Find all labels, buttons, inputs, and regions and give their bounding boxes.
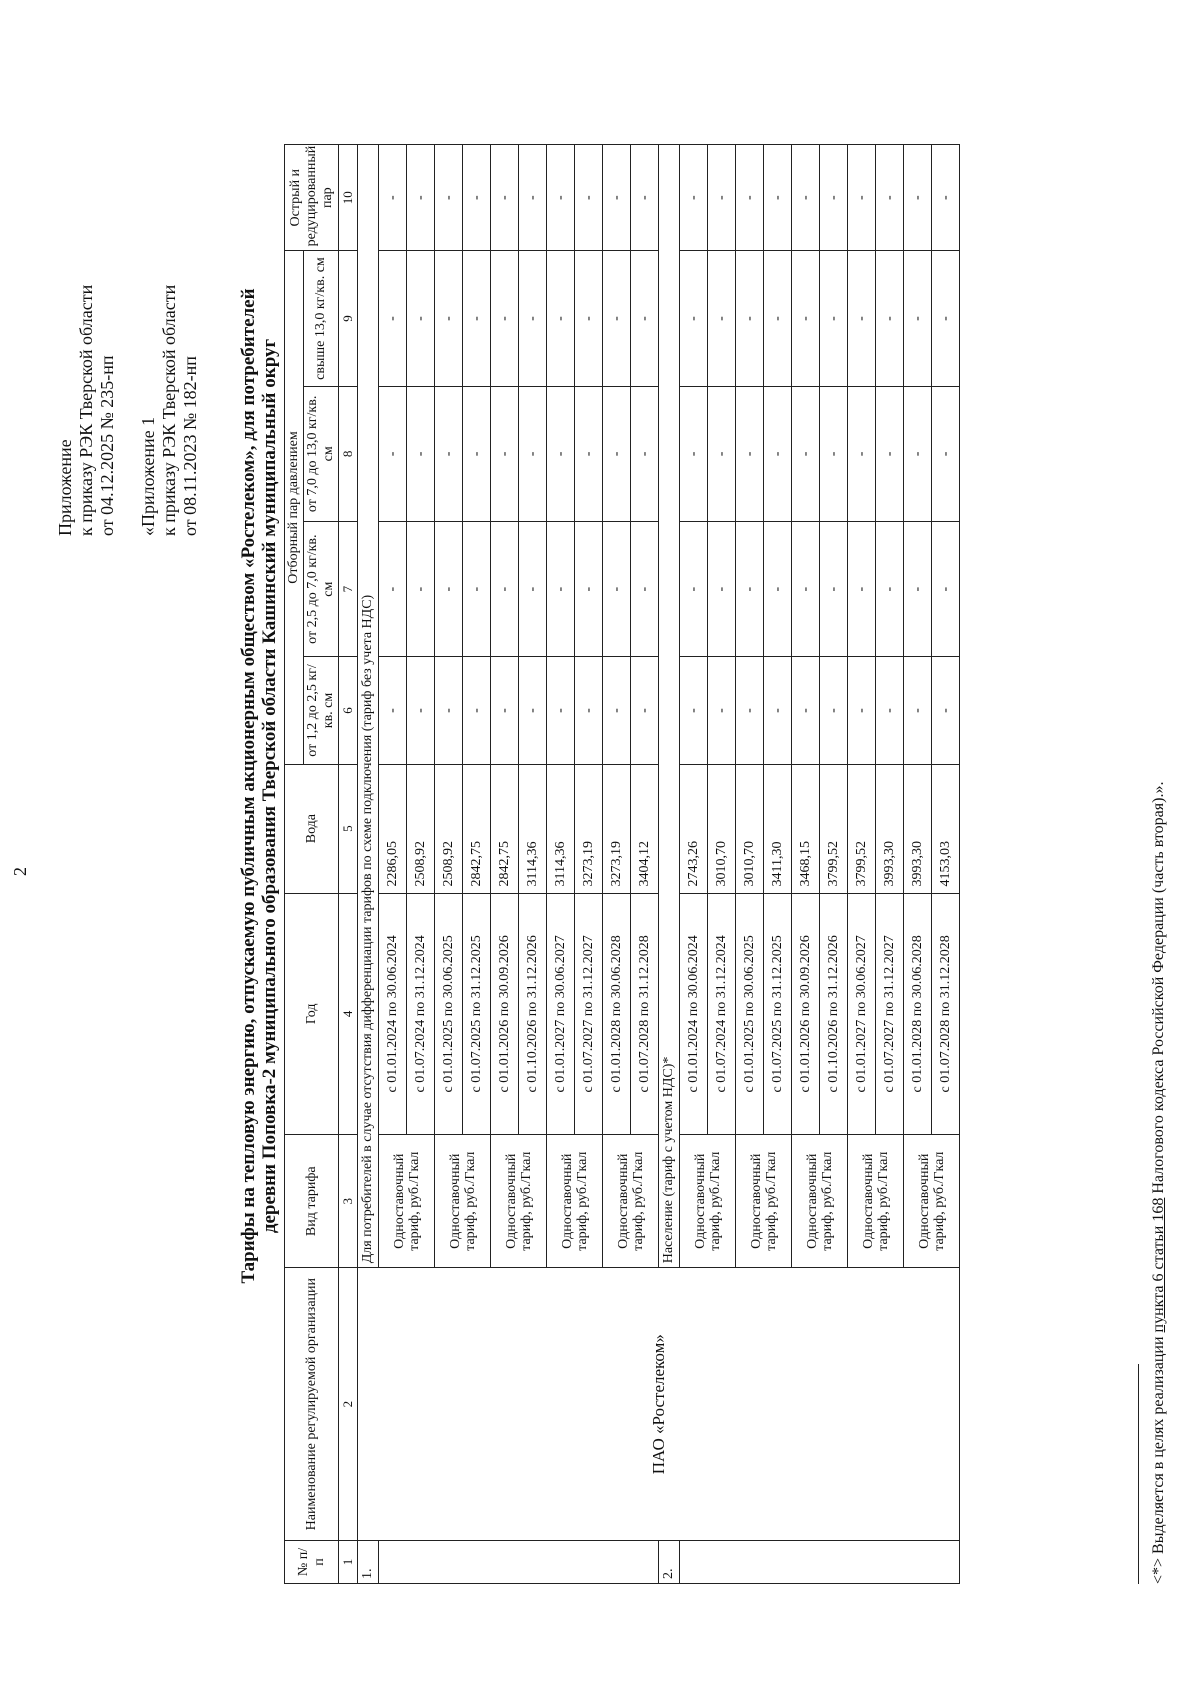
water-tariff: 3799,52 bbox=[820, 764, 848, 893]
water-tariff: 2842,75 bbox=[491, 764, 519, 893]
tariff-kind: Одноставочный тариф, руб./Гкал bbox=[904, 1135, 960, 1268]
empty-tariff: - bbox=[680, 251, 708, 386]
column-number: 10 bbox=[339, 145, 358, 251]
period: с 01.01.2024 по 30.06.2024 bbox=[379, 893, 407, 1135]
empty-tariff: - bbox=[631, 657, 659, 764]
empty-tariff: - bbox=[463, 386, 491, 521]
water-tariff: 2508,92 bbox=[407, 764, 435, 893]
table-body bbox=[339, 145, 960, 1584]
empty-tariff: - bbox=[820, 145, 848, 251]
period: с 01.01.2026 по 30.09.2026 bbox=[792, 893, 820, 1135]
empty-tariff: - bbox=[519, 145, 547, 251]
empty-tariff: - bbox=[407, 251, 435, 386]
empty-tariff: - bbox=[379, 251, 407, 386]
period: с 01.01.2027 по 30.06.2027 bbox=[547, 893, 575, 1135]
footnote bbox=[1150, 484, 1168, 1584]
empty-tariff: - bbox=[519, 251, 547, 386]
empty-tariff: - bbox=[792, 657, 820, 764]
empty-tariff: - bbox=[575, 522, 603, 657]
period: с 01.01.2028 по 30.06.2028 bbox=[603, 893, 631, 1135]
empty-tariff: - bbox=[379, 657, 407, 764]
empty-tariff: - bbox=[708, 522, 736, 657]
period: с 01.07.2025 по 31.12.2025 bbox=[463, 893, 491, 1135]
water-tariff: 3114,36 bbox=[547, 764, 575, 893]
tariff-kind: Одноставочный тариф, руб./Гкал bbox=[736, 1135, 792, 1268]
empty-tariff: - bbox=[932, 145, 960, 251]
empty-tariff: - bbox=[848, 145, 876, 251]
appendix-line: от 08.11.2023 № 182-нп bbox=[180, 356, 200, 536]
empty-tariff: - bbox=[764, 657, 792, 764]
period: с 01.01.2025 по 30.06.2025 bbox=[435, 893, 463, 1135]
empty-tariff: - bbox=[792, 386, 820, 521]
empty-tariff: - bbox=[463, 657, 491, 764]
empty-tariff: - bbox=[708, 386, 736, 521]
empty-tariff: - bbox=[603, 145, 631, 251]
empty-tariff: - bbox=[463, 145, 491, 251]
water-tariff: 2508,92 bbox=[435, 764, 463, 893]
tariff-table bbox=[284, 144, 960, 1584]
period: с 01.01.2025 по 30.06.2025 bbox=[736, 893, 764, 1135]
empty-tariff: - bbox=[407, 522, 435, 657]
empty-tariff: - bbox=[491, 251, 519, 386]
empty-tariff: - bbox=[764, 145, 792, 251]
period: с 01.01.2028 по 30.06.2028 bbox=[904, 893, 932, 1135]
empty-tariff: - bbox=[603, 386, 631, 521]
period: с 01.01.2027 по 30.06.2027 bbox=[848, 893, 876, 1135]
water-tariff: 3404,12 bbox=[631, 764, 659, 893]
tariff-kind: Одноставочный тариф, руб./Гкал bbox=[792, 1135, 848, 1268]
empty-tariff: - bbox=[904, 145, 932, 251]
empty-tariff: - bbox=[736, 145, 764, 251]
empty-tariff: - bbox=[876, 522, 904, 657]
header-org: Наименование регулируемой организации bbox=[285, 1268, 339, 1541]
empty-tariff: - bbox=[932, 657, 960, 764]
empty-tariff: - bbox=[379, 145, 407, 251]
empty-tariff: - bbox=[820, 657, 848, 764]
empty-tariff: - bbox=[407, 657, 435, 764]
empty-tariff: - bbox=[932, 251, 960, 386]
water-tariff: 3411,30 bbox=[764, 764, 792, 893]
header-pressure-3: от 7,0 до 13,0 кг/кв. см bbox=[304, 386, 339, 521]
empty-tariff: - bbox=[631, 145, 659, 251]
empty-tariff: - bbox=[876, 657, 904, 764]
empty-tariff: - bbox=[932, 386, 960, 521]
water-tariff: 3468,15 bbox=[792, 764, 820, 893]
empty-tariff: - bbox=[575, 251, 603, 386]
empty-tariff: - bbox=[603, 657, 631, 764]
empty-tariff: - bbox=[820, 251, 848, 386]
period: с 01.07.2027 по 31.12.2027 bbox=[575, 893, 603, 1135]
empty-tariff: - bbox=[491, 522, 519, 657]
empty-tariff: - bbox=[680, 657, 708, 764]
empty-tariff: - bbox=[876, 251, 904, 386]
empty-tariff: - bbox=[407, 145, 435, 251]
appendix-line: «Приложение 1 bbox=[138, 416, 158, 536]
empty-tariff: - bbox=[904, 251, 932, 386]
water-tariff: 2286,05 bbox=[379, 764, 407, 893]
column-number: 8 bbox=[339, 386, 358, 521]
water-tariff: 3010,70 bbox=[708, 764, 736, 893]
organization-name: ПАО «Ростелеком» bbox=[358, 1268, 960, 1541]
header-live-steam: Острый и редуцированный пар bbox=[285, 145, 339, 251]
empty-tariff: - bbox=[736, 522, 764, 657]
period: с 01.07.2025 по 31.12.2025 bbox=[764, 893, 792, 1135]
empty-tariff: - bbox=[519, 657, 547, 764]
empty-tariff: - bbox=[603, 522, 631, 657]
empty-tariff: - bbox=[491, 145, 519, 251]
column-number: 7 bbox=[339, 522, 358, 657]
section-title: Население (тариф с учетом НДС)* bbox=[659, 145, 680, 1268]
empty-tariff: - bbox=[792, 251, 820, 386]
empty-tariff: - bbox=[932, 522, 960, 657]
empty-tariff: - bbox=[435, 145, 463, 251]
tariff-kind: Одноставочный тариф, руб./Гкал bbox=[491, 1135, 547, 1268]
empty-tariff: - bbox=[575, 386, 603, 521]
column-number: 2 bbox=[339, 1268, 358, 1541]
empty-tariff: - bbox=[435, 251, 463, 386]
empty-tariff: - bbox=[736, 386, 764, 521]
water-tariff: 3273,19 bbox=[603, 764, 631, 893]
empty-tariff: - bbox=[547, 657, 575, 764]
column-number-row bbox=[339, 145, 358, 1584]
empty-tariff: - bbox=[491, 657, 519, 764]
empty-tariff: - bbox=[876, 386, 904, 521]
tariff-kind: Одноставочный тариф, руб./Гкал bbox=[848, 1135, 904, 1268]
header-steam-group: Отборный пар давлением bbox=[285, 251, 304, 764]
tariff-kind: Одноставочный тариф, руб./Гкал bbox=[435, 1135, 491, 1268]
water-tariff: 2743,26 bbox=[680, 764, 708, 893]
water-tariff: 3799,52 bbox=[848, 764, 876, 893]
empty-tariff: - bbox=[603, 251, 631, 386]
water-tariff: 4153,03 bbox=[932, 764, 960, 893]
empty-tariff: - bbox=[876, 145, 904, 251]
appendix-header bbox=[55, 36, 201, 536]
empty-tariff: - bbox=[575, 657, 603, 764]
period: с 01.07.2024 по 31.12.2024 bbox=[708, 893, 736, 1135]
empty-tariff: - bbox=[463, 522, 491, 657]
row-number-cell bbox=[379, 1541, 659, 1584]
empty-tariff: - bbox=[904, 657, 932, 764]
page-number: 2 bbox=[10, 867, 30, 876]
header-year: Год bbox=[285, 893, 339, 1135]
footnote-text: Налогового кодекса Российской Федерации (часть вторая).». bbox=[1150, 781, 1167, 1198]
empty-tariff: - bbox=[680, 386, 708, 521]
empty-tariff: - bbox=[435, 386, 463, 521]
period: с 01.01.2026 по 30.09.2026 bbox=[491, 893, 519, 1135]
period: с 01.07.2028 по 31.12.2028 bbox=[631, 893, 659, 1135]
period: с 01.07.2028 по 31.12.2028 bbox=[932, 893, 960, 1135]
empty-tariff: - bbox=[435, 657, 463, 764]
header-water: Вода bbox=[285, 764, 339, 893]
empty-tariff: - bbox=[736, 657, 764, 764]
empty-tariff: - bbox=[848, 657, 876, 764]
empty-tariff: - bbox=[379, 522, 407, 657]
column-number: 4 bbox=[339, 893, 358, 1135]
column-number: 6 bbox=[339, 657, 358, 764]
empty-tariff: - bbox=[463, 251, 491, 386]
column-number: 9 bbox=[339, 251, 358, 386]
empty-tariff: - bbox=[547, 251, 575, 386]
empty-tariff: - bbox=[680, 522, 708, 657]
header-kind: Вид тарифа bbox=[285, 1135, 339, 1268]
period: с 01.07.2024 по 31.12.2024 bbox=[407, 893, 435, 1135]
empty-tariff: - bbox=[820, 386, 848, 521]
empty-tariff: - bbox=[379, 386, 407, 521]
empty-tariff: - bbox=[631, 522, 659, 657]
empty-tariff: - bbox=[764, 522, 792, 657]
empty-tariff: - bbox=[407, 386, 435, 521]
column-number: 5 bbox=[339, 764, 358, 893]
table-title bbox=[238, 166, 280, 1406]
empty-tariff: - bbox=[764, 251, 792, 386]
row-number-cell bbox=[680, 1541, 960, 1584]
water-tariff: 3010,70 bbox=[736, 764, 764, 893]
empty-tariff: - bbox=[848, 251, 876, 386]
empty-tariff: - bbox=[547, 145, 575, 251]
section-title: Для потребителей в случае отсутствия дифференциации тарифов по схеме подключения (тариф без учета НДС) bbox=[358, 145, 379, 1268]
water-tariff: 3273,19 bbox=[575, 764, 603, 893]
empty-tariff: - bbox=[435, 522, 463, 657]
section-row bbox=[358, 145, 379, 1584]
tariff-kind: Одноставочный тариф, руб./Гкал bbox=[603, 1135, 659, 1268]
empty-tariff: - bbox=[820, 522, 848, 657]
appendix-line: Приложение bbox=[55, 439, 75, 536]
empty-tariff: - bbox=[547, 386, 575, 521]
tariff-kind: Одноставочный тариф, руб./Гкал bbox=[680, 1135, 736, 1268]
table-title-line: деревни Поповка-2 муниципального образования Тверской области Кашинский муниципальный округ bbox=[259, 338, 280, 1234]
tariff-kind: Одноставочный тариф, руб./Гкал bbox=[379, 1135, 435, 1268]
empty-tariff: - bbox=[547, 522, 575, 657]
column-number: 3 bbox=[339, 1135, 358, 1268]
header-num: № п/п bbox=[285, 1541, 339, 1584]
empty-tariff: - bbox=[680, 145, 708, 251]
water-tariff: 2842,75 bbox=[463, 764, 491, 893]
section-number: 1. bbox=[358, 1541, 379, 1584]
empty-tariff: - bbox=[491, 386, 519, 521]
empty-tariff: - bbox=[904, 522, 932, 657]
period: с 01.07.2027 по 31.12.2027 bbox=[876, 893, 904, 1135]
appendix-line: от 04.12.2025 № 235-нп bbox=[97, 355, 117, 536]
table-title-line: Тарифы на тепловую энергию, отпускаемую публичным акционерным обществом «Ростелеком», для потребителей bbox=[238, 288, 259, 1284]
empty-tariff: - bbox=[904, 386, 932, 521]
header-pressure-1: от 1,2 до 2,5 кг/кв. см bbox=[304, 657, 339, 764]
empty-tariff: - bbox=[848, 386, 876, 521]
header-pressure-4: свыше 13,0 кг/кв. см bbox=[304, 251, 339, 386]
empty-tariff: - bbox=[764, 386, 792, 521]
period: с 01.10.2026 по 31.12.2026 bbox=[519, 893, 547, 1135]
water-tariff: 3993,30 bbox=[876, 764, 904, 893]
empty-tariff: - bbox=[519, 522, 547, 657]
period: с 01.10.2026 по 31.12.2026 bbox=[820, 893, 848, 1135]
empty-tariff: - bbox=[631, 251, 659, 386]
empty-tariff: - bbox=[708, 145, 736, 251]
empty-tariff: - bbox=[708, 251, 736, 386]
empty-tariff: - bbox=[792, 522, 820, 657]
footnote-text: <*> Выделяется в целях реализации bbox=[1150, 1332, 1167, 1584]
empty-tariff: - bbox=[519, 386, 547, 521]
empty-tariff: - bbox=[708, 657, 736, 764]
footnote-reference: пункта 6 статьи 168 bbox=[1150, 1197, 1167, 1333]
empty-tariff: - bbox=[575, 145, 603, 251]
tariff-kind: Одноставочный тариф, руб./Гкал bbox=[547, 1135, 603, 1268]
empty-tariff: - bbox=[631, 386, 659, 521]
table-header bbox=[285, 145, 339, 1584]
section-number: 2. bbox=[659, 1541, 680, 1584]
empty-tariff: - bbox=[792, 145, 820, 251]
water-tariff: 3993,30 bbox=[904, 764, 932, 893]
period: с 01.01.2024 по 30.06.2024 bbox=[680, 893, 708, 1135]
footnote-divider bbox=[1138, 1364, 1139, 1584]
empty-tariff: - bbox=[848, 522, 876, 657]
empty-tariff: - bbox=[736, 251, 764, 386]
appendix-line: к приказу РЭК Тверской области bbox=[76, 284, 96, 536]
header-pressure-2: от 2,5 до 7,0 кг/кв. см bbox=[304, 522, 339, 657]
appendix-line: к приказу РЭК Тверской области bbox=[159, 284, 179, 536]
water-tariff: 3114,36 bbox=[519, 764, 547, 893]
column-number: 1 bbox=[339, 1541, 358, 1584]
